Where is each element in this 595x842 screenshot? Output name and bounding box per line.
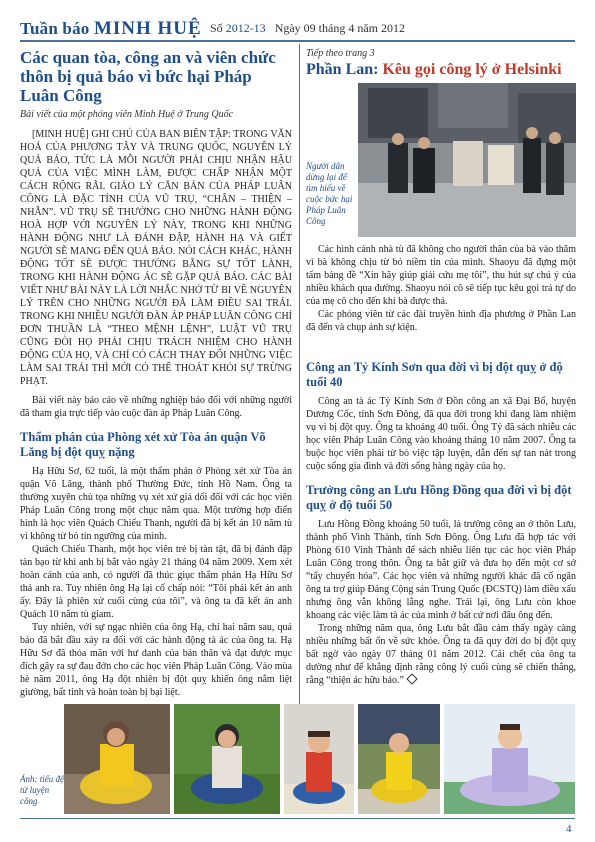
- photo-child-2: [174, 704, 280, 819]
- section-heading-police-luu: Trưởng công an Lưu Hồng Đồng qua đời vì bị đột quỵ ở độ tuổi 50: [306, 483, 572, 512]
- photo-block: [306, 83, 576, 237]
- continued-note: Tiếp theo trang 3: [306, 48, 375, 59]
- photo-child-4: [358, 704, 440, 819]
- section-heading-judge: Thẩm phán của Phòng xét xử Tòa án quận Võ Lăng bị đột quỵ nặng: [20, 430, 266, 459]
- end-mark-icon: [406, 673, 417, 684]
- paragraph: Quách Chiếu Thanh, một học viên trẻ bị tàn tật, đã bị đánh đập tàn bạo từ khi anh bị bắt vào ngày 21 tháng 04 năm 2009. Xem xét hoàn cảnh của anh, có người đã thúc giục thẩm phán Hạ Hữu Sơ thả anh ra. Tuy nhiên ông Hạ lại cố chấp nói: “Tôi phải kết án anh ấy. Đây là phiên xử cuối cùng của tôi”, và ông ta đã kết án anh Quách 10 năm tù giam.: [20, 544, 292, 620]
- article-title-helsinki: Phần Lan: Kêu gọi công lý ở Helsinki: [306, 61, 562, 78]
- masthead: [20, 18, 575, 40]
- photo-child-1: [64, 704, 170, 819]
- right-column: [306, 48, 576, 687]
- paragraph: Các phóng viên từ các đài truyền hình địa phương ở Phần Lan đã đến và chụp ảnh sự kiện.: [306, 309, 576, 333]
- article-title: Các quan tòa, công an và viên chức thôn bị quả báo vì bức hại Pháp Luân Công: [20, 48, 276, 105]
- paragraph: Hạ Hữu Sơ, 62 tuổi, là một thẩm phán ở Phòng xét xử Tòa án quận Võ Lăng, thành phố Thường Đức, tỉnh Hồ Nam. Ông ta thường xuyên chủ tọa những vụ xét xử giả dối đối với các học viên Pháp Luân Công trong một chục năm qua. Một trường hợp điển hình là học viên Quách Chiếu Thanh, người đã bị kết án 10 năm tù vì không từ bỏ tín ngưỡng của mình.: [20, 466, 292, 542]
- helsinki-photo: [358, 83, 576, 237]
- byline: Bài viết của một phóng viên Minh Huệ ở Trung Quốc: [20, 109, 234, 120]
- paragraph: Lưu Hồng Đồng khoảng 50 tuổi, là trưởng công an ở thôn Lưu, thành phố Vinh Thành, tỉnh Sơn Đông. Ông Lưu đã hợp tác với Phòng 610 Vinh Thành để sách nhiễu liên tục các học viên Pháp Luân Công trong thôn. Ông ta bắt giữ và đưa họ đến một cơ sở “tẩy chuyển hóa”. Các học viên và những người khác đã cố ngăn ông ta trợ giúp Đảng Cộng sản Trung Quốc (ĐCSTQ) làm điều xấu nhưng ông vẫn không lắng nghe. Trái lại, ông Lưu còn khoe khoang các việc làm tà ác của mình ở bất cứ nơi đâu ông đến.: [306, 519, 576, 621]
- strip-caption: Ảnh: tiểu đệ tử luyện công: [20, 774, 64, 806]
- photo-child-3: [284, 704, 354, 819]
- paragraph: Tuy nhiên, với sự ngạc nhiên của ông Hạ, chỉ hai năm sau, quả báo đã bắt đầu xảy ra đối với các hành động tà ác của ông ta. Hạ Hữu Sơ đã thỏa mãn với hư danh của bản thân và đạt được mục đích gây ra sự đau đớn cho các học viên Pháp Luân Công. Vào mùa hè năm 2011, ông Hạ đột nhiên bị đột quỵ khiến ông nằm liệt giường, bất tỉnh và hoàn toàn bị bại liệt.: [20, 622, 292, 698]
- page-number: 4: [566, 823, 572, 835]
- header-rule: [20, 40, 575, 42]
- issue-info: Số 2012-13 Ngày 09 tháng 4 năm 2012: [210, 21, 405, 35]
- footer-rule: [20, 818, 575, 819]
- issue-number: 2012-13: [225, 21, 266, 35]
- publication-name: Tuần báo MINH HUỆ: [20, 18, 202, 39]
- paragraph: Công an tà ác Tỷ Kính Sơn ở Đồn công an xã Đại Bổ, huyện Dương Cốc, tỉnh Sơn Đông, đã qua đời trong khi đang làm nhiệm vụ vì bị đột quỵ. Ông ta khoảng 40 tuổi. Ông Tỷ đã sách nhiễu các học viên Pháp Luân Công vào khoảng tháng 10 năm 2007. Ông ta buộc học viên phải từ bỏ việc tập luyện, dẫn đến sự tan nát trong cuộc sống gia đình và đời sống hàng ngày của họ.: [306, 396, 576, 472]
- issue-date: Ngày 09 tháng 4 năm 2012: [274, 21, 405, 35]
- column-divider: [299, 44, 300, 704]
- editor-note: [MINH HUỆ] GHI CHÚ CỦA BAN BIÊN TẬP: TRONG VĂN HOÁ CỦA PHƯƠNG TÂY VÀ TRUNG QUỐC, NGUYÊN LÝ QUẢ BÁO, TỨC LÀ MỖI NGƯỜI PHẢI CHỊU NHẬN HẬU QUẢ CỦA VIỆC MÌNH LÀM, ĐƯỢC CHẤP NHẬN MỘT CÁCH RỘNG RÃI. GIÁO LÝ CĂN BẢN CỦA PHÁP LUÂN CÔNG LÀ ĐẶC TÍNH CỦA VŨ TRỤ, “CHÂN – THIỆN – NHẪN”. VŨ TRỤ SẼ THƯỞNG CHO NHỮNG HÀNH ĐỘNG HOÀ HỢP VỚI NGUYÊN LÝ NÀY, TRONG KHI NHỮNG HÀNH ĐỘNG NHƯ LÀ ĐÁNH ĐẬP, HÀNH HẠ VÀ GIẾT NGƯỜI SẼ MANG ĐẾN QUẢ BÁO. NÓI CÁCH KHÁC, HÀNH ĐỘNG TỐT SẼ ĐƯỢC THƯỞNG BẰNG SỰ TỐT LÀNH, TRONG KHI HÀNH ĐỘNG ÁC SẼ GẶP QUẢ BÁO. CÁC BÀI VIẾT NHƯ BÀI NÀY LÀ LỜI NHẮC NHỞ TỪ BI VỀ NGUYÊN LÝ TRÊN CHO NHỮNG NGƯỜI ĐÃ LÀM ĐIỀU SAI TRÁI. TRONG KHI NHIỀU NGƯỜI ĐÀN ÁP PHÁP LUÂN CÔNG CHỈ ĐƠN THUẦN LÀ “THEO MỆNH LỆNH”, LUẬT VŨ TRỤ CŨNG ĐÒI HỌ PHẢI CHỊU TRÁCH NHIỆM CHO HÀNH ĐỘNG CỦA HỌ, VÀ CHỈ CÓ CÁCH THAY ĐỔI NHỮNG VIỆC LÀM SAI TRÁI THÌ MỚI CÓ THỂ THOÁT KHỎI SỰ TRỪNG PHẠT.: [20, 129, 292, 387]
- left-column: [20, 48, 292, 699]
- section-heading-police-ty: Công an Tỷ Kính Sơn qua đời vì bị đột quỵ ở độ tuổi 40: [306, 360, 563, 389]
- paragraph: Trong những năm qua, ông Lưu bắt đầu cảm thấy ngày càng nhiều những bất ổn về sức khỏe. Ông ta đã quy đời do bị đột quỵ bất ngờ vào ngày 07 tháng 01 năm 2012. Cái chết của ông ta dường như để khẳng định rằng công lý cuối cùng sẽ chiến thắng, rằng “thiện ác hữu báo.”: [306, 623, 576, 686]
- photo-caption: Người dân dừng lại để tìm hiểu về cuộc bức hại Pháp Luân Công: [306, 161, 353, 226]
- intro-paragraph: Bài viết này báo cáo về những nghiệp báo đối với những người đã tham gia trực tiếp vào cuộc đàn áp Pháp Luân Công.: [20, 395, 292, 419]
- photo-strip: [20, 704, 575, 814]
- photo-child-5: [444, 704, 575, 819]
- paragraph: Các hình cảnh nhà tù đã không cho người thân của bà vào thăm vì bà không chịu từ bỏ niềm tin của mình. Shaoyu đã đựng một tấm bảng đề “Xin hãy giúp giải cứu mẹ tôi”, thu hút sự chú ý của nhiều khách qua đường. Shaoyu nói cô sẽ tiếp tục kêu gọi trả tự do của mẹ cô cho đến khi bà được thả.: [306, 244, 576, 307]
